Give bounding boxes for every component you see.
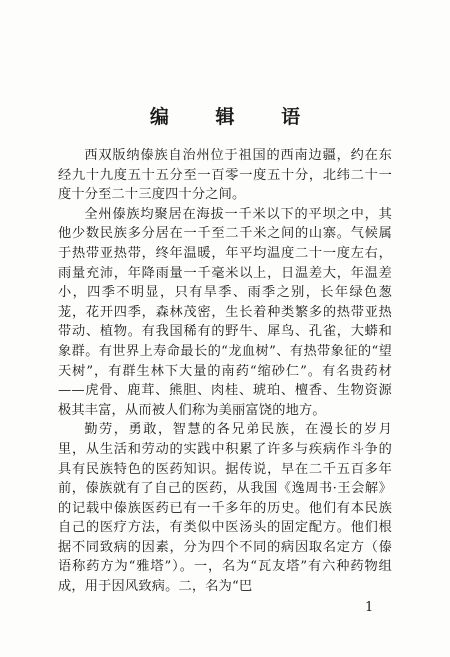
paragraph-climate: 全州傣族均聚居在海拔一千米以下的平坝之中，其他少数民族多分居在一千至二千米之间的山寨。气候属于热带亚热带，终年温暖，年平均温度二十一度左右，雨量充沛，年降雨量一千毫米以上，日温差大，年温差小，四季不明显，只有旱季、雨季之别，长年绿色葱茏，花开四季，森林茂密，生长着种类繁多的热带亚热带动、植物。有我国稀有的野牛、犀鸟、孔雀，大蟒和象群。有世界上寿命最长的“龙血树”、有热带象征的“望天树”，有群生林下大量的南药“缩砂仁”。有名贵药材——虎骨、鹿茸、熊胆、肉桂、琥珀、檀香、生物资源极其丰富，从而被人们称为美丽富饶的地方。 (58, 206, 392, 418)
body-text (58, 146, 392, 597)
page-number: 1 (365, 600, 374, 615)
page-title: 编 辑 语 (149, 106, 321, 128)
paragraph-history: 勤劳，勇敢，智慧的各兄弟民族，在漫长的岁月里，从生活和劳动的实践中积累了许多与疾病作斗争的具有民族特色的医药知识。据传说，早在二千五百多年前，傣族就有了自己的医药，从我国《逸周书·王会解》的记载中傣族医药已有一千多年的历史。他们有本民族自己的医疗方法，有类似中医汤头的固定配方。他们根据不同致病的因素，分为四个不同的病因取名定方（傣语称药方为“雅塔”）。一，名为“瓦友塔”有六种药物组成，用于因风致病。二，名为“巴 (58, 422, 392, 595)
paragraph-location: 西双版纳傣族自治州位于祖国的西南边疆，约在东经九十九度五十五分至一百零一度五十分，北纬二十一度十分至二十三度四十分之间。 (58, 148, 392, 203)
